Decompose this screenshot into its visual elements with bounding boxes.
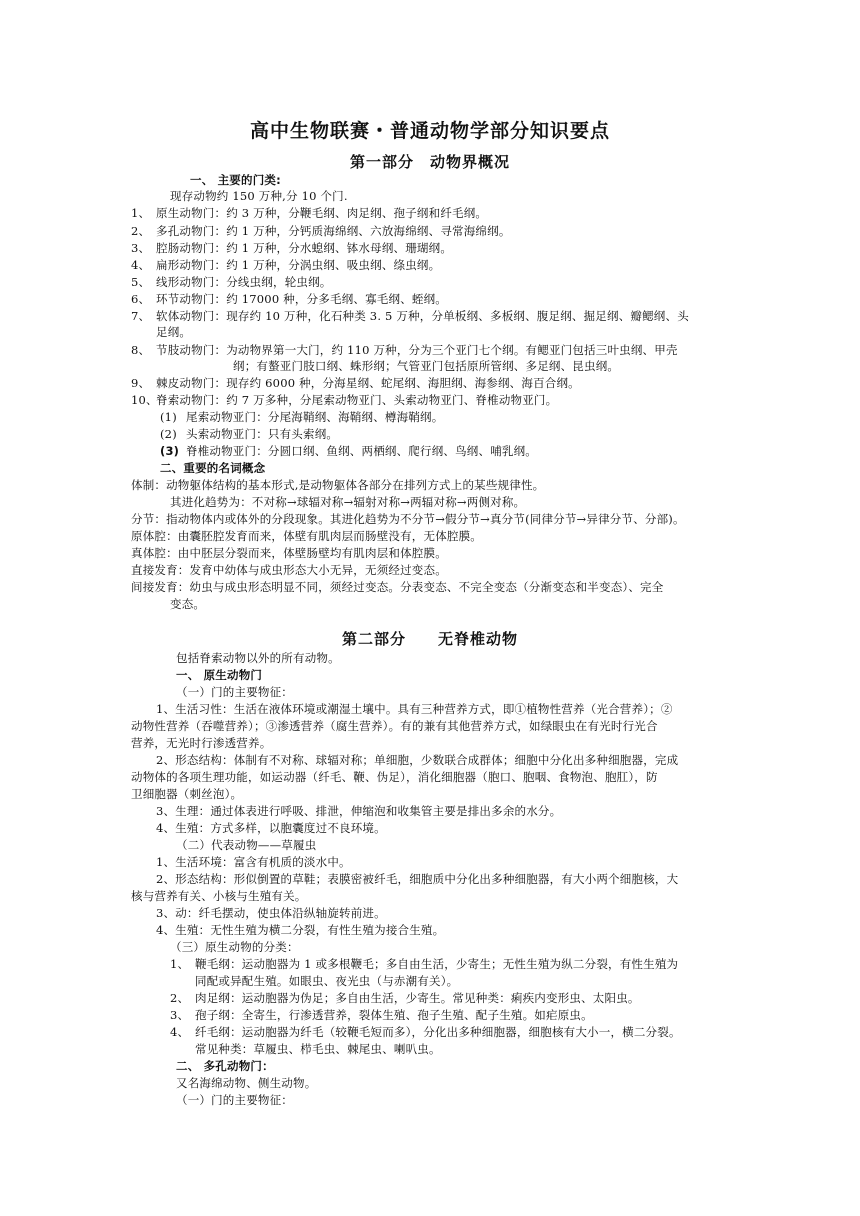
class-text-continued: 常见种类：草履虫、栉毛虫、棘尾虫、喇叭虫。 bbox=[195, 1042, 441, 1056]
phylum-number: 6、 bbox=[131, 292, 151, 306]
term-definition: 间接发育：幼虫与成虫形态明显不同，须经过变态。分表变态、不完全变态（分渐变态和半变态）、完全 bbox=[131, 580, 664, 594]
term-definition: 真体腔：由中胚层分裂而来，体壁肠壁均有肌肉层和体腔膜。 bbox=[131, 546, 447, 560]
phylum-text: 脊索动物门：约 7 万多种，分尾索动物亚门、头索动物亚门、脊椎动物亚门。 bbox=[156, 393, 558, 407]
phylum-text: 扁形动物门：约 1 万种，分涡虫纲、吸虫纲、绦虫纲。 bbox=[156, 258, 441, 272]
class-text: 纤毛纲：运动胞器为纤毛（较鞭毛短而多），分化出多种细胞器，细胞核有大小一，横二分裂。 bbox=[195, 1025, 681, 1039]
part2-subheading: （三）原生动物的分类： bbox=[170, 940, 299, 954]
paragraph-line: 4、生殖：无性生殖为横二分裂，有性生殖为接合生殖。 bbox=[156, 923, 445, 937]
paragraph-line: 1、生活环境：富含有机质的淡水中。 bbox=[156, 855, 351, 869]
class-number: 1、 bbox=[170, 957, 190, 971]
class-text-continued: 同配或异配生殖。如眼虫、夜光虫（与赤潮有关）。 bbox=[195, 974, 459, 988]
paragraph-line: 3、生理：通过体表进行呼吸、排泄，伸缩泡和收集管主要是排出多余的水分。 bbox=[156, 804, 562, 818]
class-number: 3、 bbox=[170, 1008, 190, 1022]
term-definition: 体制：动物躯体结构的基本形式,是动物躯体各部分在排列方式上的某些规律性。 bbox=[131, 478, 545, 492]
subphylum-text: 脊椎动物亚门：分圆口纲、鱼纲、两栖纲、爬行纲、鸟纲、哺乳纲。 bbox=[186, 444, 537, 458]
paragraph-line: 2、形态结构：形似倒置的草鞋；表膜密被纤毛，细胞质中分化出多种细胞器，有大小两个细胞核，大 bbox=[156, 872, 679, 886]
phylum-text-continued: 纲；有螯亚门肢口纲、蛛形纲；气管亚门包括原所管纲、多足纲、昆虫纲。 bbox=[233, 359, 620, 373]
part2-intro: 包括脊索动物以外的所有动物。 bbox=[176, 651, 340, 665]
class-number: 4、 bbox=[170, 1025, 190, 1039]
paragraph-line: 4、生殖：方式多样，以胞囊度过不良环境。 bbox=[156, 821, 386, 835]
part1-intro: 现存动物约 150 万种,分 10 个门. bbox=[170, 189, 348, 203]
term-definition: 原体腔：由囊胚腔发育而来，体壁有肌肉层而肠壁没有，无体腔膜。 bbox=[131, 529, 482, 543]
class-number: 2、 bbox=[170, 991, 190, 1005]
paragraph-line: 营养，无光时行渗透营养。 bbox=[131, 736, 272, 750]
phylum-number: 1、 bbox=[131, 206, 151, 220]
phylum-number: 2、 bbox=[131, 224, 151, 238]
class-text: 孢子纲：全寄生，行渗透营养，裂体生殖、孢子生殖、配子生殖。如疟原虫。 bbox=[195, 1008, 593, 1022]
phylum-number: 3、 bbox=[131, 241, 151, 255]
phylum-number: 7、 bbox=[131, 309, 151, 323]
paragraph-line: 2、形态结构：体制有不对称、球辐对称；单细胞，少数联合成群体；细胞中分化出多种细胞器，完成 bbox=[156, 753, 679, 767]
part2-section2-intro: 又名海绵动物、侧生动物。 bbox=[176, 1076, 317, 1090]
paragraph-line: 动物性营养（吞噬营养）；③渗透营养（腐生营养）。有的兼有其他营养方式，如绿眼虫在有光时行光合 bbox=[131, 719, 658, 733]
phylum-number: 10、 bbox=[131, 393, 158, 407]
phylum-text: 软体动物门：现存约 10 万种，化石种类 3. 5 万种，分单板纲、多板纲、腹足纲、掘足纲、瓣鳃纲、头 bbox=[156, 309, 689, 323]
term-definition: 其进化趋势为：不对称→球辐对称→辐射对称→两辐对称→两侧对称。 bbox=[170, 495, 526, 509]
subphylum-text: 头索动物亚门：只有头索纲。 bbox=[186, 427, 339, 441]
term-definition: 直接发育：发育中幼体与成虫形态大小无异，无须经过变态。 bbox=[131, 563, 447, 577]
phylum-text: 原生动物门：约 3 万种，分鞭毛纲、肉足纲、孢子纲和纤毛纲。 bbox=[156, 206, 488, 220]
phylum-number: 8、 bbox=[131, 343, 151, 357]
class-text: 鞭毛纲：运动胞器为 1 或多根鞭毛；多自由生活，少寄生；无性生殖为纵二分裂，有性生殖为 bbox=[195, 957, 679, 971]
phylum-number: 9、 bbox=[131, 376, 151, 390]
part2-section1-title: 一、 原生动物门 bbox=[176, 668, 263, 682]
subphylum-number: (1) bbox=[160, 410, 177, 424]
phylum-number: 5、 bbox=[131, 275, 151, 289]
class-text: 肉足纲：运动胞器为伪足；多自由生活，少寄生。常见种类：痢疾内变形虫、太阳虫。 bbox=[195, 991, 640, 1005]
part2-section2-title: 二、 多孔动物门： bbox=[176, 1059, 274, 1073]
phylum-text: 棘皮动物门：现存约 6000 种，分海星纲、蛇尾纲、海胆纲、海参纲、海百合纲。 bbox=[156, 376, 580, 390]
phylum-text: 节肢动物门：为动物界第一大门，约 110 万种，分为三个亚门七个纲。有鳃亚门包括三叶虫纲、甲壳 bbox=[156, 343, 678, 357]
subphylum-number: (3) bbox=[160, 444, 180, 458]
phylum-text: 环节动物门：约 17000 种，分多毛纲、寡毛纲、蛭纲。 bbox=[156, 292, 447, 306]
paragraph-line: 核与营养有关、小核与生殖有关。 bbox=[131, 889, 307, 903]
part1-section1-title: 一、 主要的门类: bbox=[190, 173, 281, 187]
part2-subheading: （一）门的主要物征： bbox=[176, 685, 293, 699]
subphylum-text: 尾索动物亚门：分尾海鞘纲、海鞘纲、樽海鞘纲。 bbox=[186, 410, 444, 424]
term-definition: 分节：指动物体内或体外的分段现象。其进化趋势为不分节→假分节→真分节(同律分节→异律分节、分部)。 bbox=[131, 512, 685, 526]
phylum-text: 线形动物门：分线虫纲，轮虫纲。 bbox=[156, 275, 332, 289]
part2-subheading: （一）门的主要物征： bbox=[176, 1093, 293, 1107]
phylum-text-continued: 足纲。 bbox=[156, 325, 192, 339]
paragraph-line: 1、生活习性：生活在液体环境或潮湿土壤中。具有三种营养方式，即①植物性营养（光合营养）；② bbox=[156, 702, 673, 716]
part2-subheading: （二）代表动物——草履虫 bbox=[176, 838, 317, 852]
paragraph-line: 3、动：纤毛摆动，使虫体沿纵轴旋转前进。 bbox=[156, 906, 386, 920]
subphylum-number: (2) bbox=[160, 427, 177, 441]
part1-section2-title: 二、重要的名词概念 bbox=[160, 461, 266, 475]
document-title: 高中生物联赛・普通动物学部分知识要点 bbox=[249, 120, 610, 142]
paragraph-line: 动物体的各项生理功能，如运动器（纤毛、鞭、伪足），消化细胞器（胞口、胞咽、食物泡、胞肛），防 bbox=[131, 770, 658, 784]
part1-heading: 第一部分 动物界概况 bbox=[349, 153, 510, 171]
phylum-text: 多孔动物门：约 1 万种，分钙质海绵纲、六放海绵纲、寻常海绵纲。 bbox=[156, 224, 511, 238]
paragraph-line: 卫细胞器（刺丝泡）。 bbox=[131, 787, 243, 801]
phylum-number: 4、 bbox=[131, 258, 151, 272]
term-definition-continued: 变态。 bbox=[170, 597, 206, 611]
part2-heading: 第二部分 无脊椎动物 bbox=[341, 630, 518, 648]
phylum-text: 腔肠动物门：约 1 万种，分水螅纲、钵水母纲、珊瑚纲。 bbox=[156, 241, 453, 255]
